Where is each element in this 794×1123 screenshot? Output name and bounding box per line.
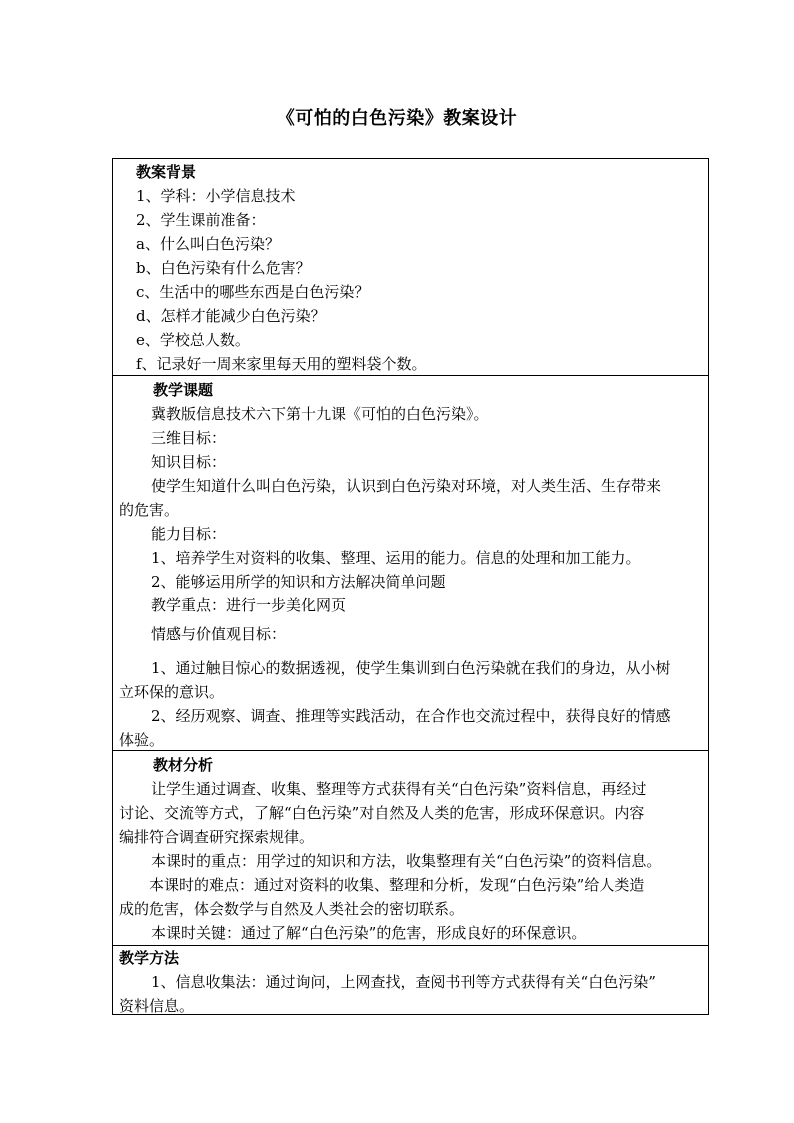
text-line: f、记录好一周来家里每天用的塑料袋个数。 bbox=[136, 355, 427, 373]
section-heading: 教材分析 bbox=[153, 756, 214, 774]
row-divider bbox=[113, 375, 708, 376]
text-line: 使学生知道什么叫白色污染，认识到白色污染对环境，对人类生活、生存带来 bbox=[151, 477, 662, 495]
row-divider bbox=[113, 945, 708, 946]
text-line: 情感与价值观目标： bbox=[151, 625, 287, 643]
text-line: 2、经历观察、调查、推理等实践活动，在合作也交流过程中，获得良好的情感 bbox=[151, 707, 671, 725]
text-line: e、学校总人数。 bbox=[136, 331, 250, 349]
text-line: 知识目标： bbox=[151, 453, 227, 471]
text-line: b、白色污染有什么危害？ bbox=[136, 259, 311, 277]
text-line: 资料信息。 bbox=[119, 997, 195, 1015]
document-title: 《可怕的白色污染》教案设计 bbox=[276, 108, 518, 129]
text-line: 1、学科：小学信息技术 bbox=[136, 187, 296, 205]
text-line: 成的危害，体会数学与自然及人类社会的密切联系。 bbox=[119, 900, 465, 918]
text-line: 三维目标： bbox=[151, 429, 227, 447]
text-line: 本课时的重点：用学过的知识和方法，收集整理有关“白色污染”的资料信息。 bbox=[151, 852, 662, 870]
text-line: 本课时关键：通过了解“白色污染”的危害，形成良好的环保意识。 bbox=[151, 924, 587, 942]
section-heading: 教学课题 bbox=[153, 381, 214, 399]
text-line: 让学生通过调查、收集、整理等方式获得有关“白色污染”资料信息，再经过 bbox=[151, 780, 647, 798]
text-line: a、什么叫白色污染？ bbox=[136, 235, 280, 253]
text-line: 体验。 bbox=[119, 731, 165, 749]
text-line: c、生活中的哪些东西是白色污染？ bbox=[136, 283, 370, 301]
section-heading: 教学方法 bbox=[119, 949, 180, 967]
text-line: 教学重点：进行一步美化网页 bbox=[151, 596, 347, 614]
text-line: d、怎样才能减少白色污染？ bbox=[136, 307, 326, 325]
text-line: 讨论、交流等方式，了解“白色污染”对自然及人类的危害，形成环保意识。内容 bbox=[119, 804, 645, 822]
text-line: 2、学生课前准备： bbox=[136, 211, 266, 229]
text-line: 1、培养学生对资料的收集、整理、运用的能力。信息的处理和加工能力。 bbox=[151, 549, 641, 567]
text-line: 编排符合调查研究探索规律。 bbox=[119, 828, 315, 846]
text-line: 冀教版信息技术六下第十九课《可怕的白色污染》。 bbox=[151, 405, 489, 423]
text-line: 能力目标： bbox=[151, 525, 227, 543]
text-line: 的危害。 bbox=[119, 501, 180, 519]
text-line: 立环保的意识。 bbox=[119, 683, 225, 701]
text-line: 1、信息收集法：通过询问，上网查找，查阅书刊等方式获得有关“白色污染” bbox=[151, 973, 656, 991]
section-heading: 教案背景 bbox=[136, 163, 197, 181]
text-line: 1、通过触目惊心的数据透视，使学生集训到白色污染就在我们的身边，从小树 bbox=[151, 659, 671, 677]
lesson-plan-table bbox=[112, 158, 709, 1015]
text-line: 2、能够运用所学的知识和方法解决简单问题 bbox=[151, 573, 446, 591]
text-line: 本课时的难点：通过对资料的收集、整理和分析，发现“白色污染”给人类造 bbox=[149, 876, 645, 894]
row-divider bbox=[113, 750, 708, 751]
